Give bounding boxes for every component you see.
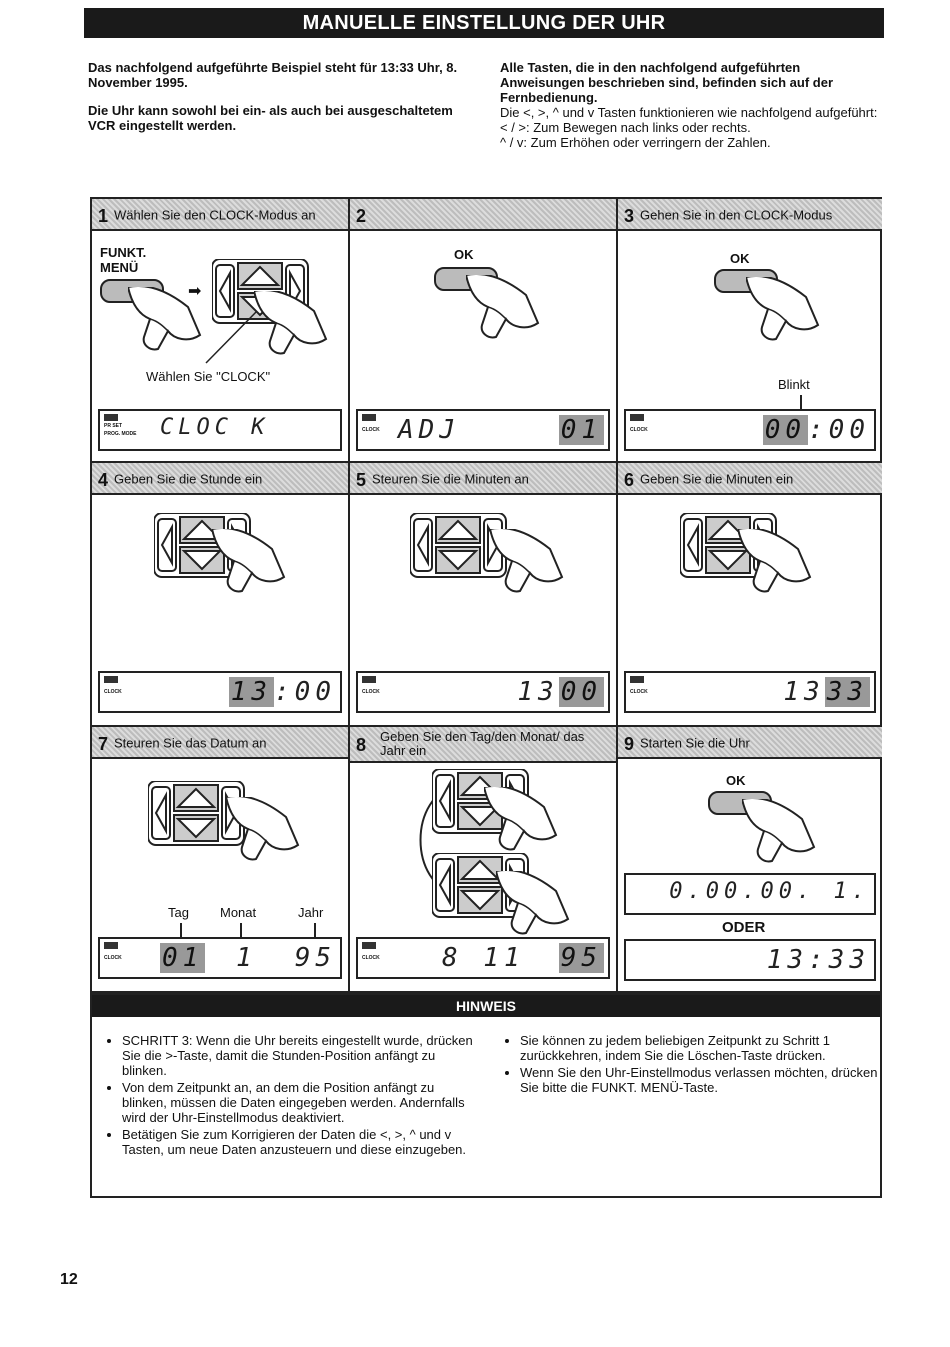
intro-left — [88, 60, 468, 146]
intro-left-p1: Das nachfolgend aufgeführte Beispiel steht für 13:33 Uhr, 8. November 1995. — [88, 60, 458, 90]
hand-icon — [226, 797, 306, 867]
step-5 — [350, 463, 618, 727]
lcd-blink-box: 13 — [230, 677, 273, 707]
oder-label: ODER — [722, 919, 766, 936]
lcd-blink-box: 00 — [560, 677, 602, 707]
step-1-lcd — [98, 409, 342, 451]
step-8-number: 8 — [356, 735, 367, 755]
hand-icon — [490, 529, 570, 599]
step-8-title: Geben Sie den Tag/den Monat/ das Jahr ein — [380, 729, 585, 758]
step-6-number: 6 — [624, 469, 635, 490]
lcd-text: 13 — [783, 677, 825, 707]
hand-icon — [484, 787, 564, 857]
lcd-blink-box: 95 — [560, 943, 602, 973]
hinweis-item: • Von dem Zeitpunkt an, an dem die Position anfängt zu blinken, müssen die Daten eingegeben werden. Andernfalls wird der Uhr-Einstellmodus deaktiviert. — [122, 1080, 482, 1125]
menu-indicator-icon — [630, 676, 644, 683]
lcd-text: :00 — [274, 677, 336, 707]
intro-right-p3: < / >: Zum Bewegen nach links oder rechts. — [500, 120, 751, 135]
step-2 — [350, 199, 618, 463]
hand-icon — [746, 277, 826, 347]
lcd-text: :00 — [808, 415, 870, 445]
menu-label: MENÜ — [100, 260, 139, 275]
lcd-small-label: CLOCK — [630, 689, 648, 695]
lcd-text: ADJ — [398, 415, 460, 445]
step-3-title: Gehen Sie in den CLOCK-Modus — [640, 207, 833, 223]
jahr-label: Jahr — [298, 905, 324, 920]
lcd-blink-box: 00 — [764, 415, 807, 445]
step-5-number: 5 — [356, 469, 367, 490]
step-3 — [618, 199, 882, 463]
step-9-title: Starten Sie die Uhr — [640, 735, 750, 751]
step-5-header — [350, 463, 616, 495]
lcd-value — [559, 943, 604, 973]
lcd-text: 0.00.00. 1. — [669, 879, 870, 904]
step-7-lcd — [98, 937, 342, 979]
steps-grid — [90, 197, 882, 993]
step-7 — [92, 727, 350, 991]
hand-icon — [212, 529, 292, 599]
step-6 — [618, 463, 882, 727]
menu-indicator-icon — [630, 414, 644, 421]
hinweis-item: • Sie können zu jedem beliebigen Zeitpunkt zu Schritt 1 zurückkehren, indem Sie die Löschen-Taste drücken. — [520, 1033, 880, 1063]
hand-icon — [496, 871, 576, 941]
step-9-number: 9 — [624, 733, 635, 754]
lcd-text-2: 13:33 — [766, 945, 870, 975]
step-1-title: Wählen Sie den CLOCK-Modus an — [114, 207, 316, 223]
step-5-title: Steuren Sie die Minuten an — [372, 471, 529, 487]
funkt-label: FUNKT. — [100, 245, 147, 260]
lcd-text: 1 — [236, 943, 257, 973]
intro-right-p1: Alle Tasten, die in den nachfolgend aufgeführten Anweisungen beschrieben sind, befinden sich auf der Fernbedienung. — [500, 60, 834, 105]
intro-right-p4: ^ / v: Zum Erhöhen oder verringern der Zahlen. — [500, 135, 771, 150]
hand-icon — [466, 275, 546, 345]
arrow-right-icon: ➡ — [188, 283, 202, 300]
lcd-value — [559, 415, 604, 445]
step-4 — [92, 463, 350, 727]
menu-indicator-icon — [362, 942, 376, 949]
lcd-small-label: PR SET — [104, 423, 123, 429]
pointer-line — [202, 309, 262, 365]
page-title: MANUELLE EINSTELLUNG DER UHR — [84, 8, 884, 38]
lcd-small-label: CLOCK — [104, 955, 122, 961]
lcd-text-2: 95 — [294, 943, 336, 973]
lcd-small-label: CLOCK — [362, 427, 380, 433]
step-4-title: Geben Sie die Stunde ein — [114, 471, 263, 487]
step-2-header — [350, 199, 616, 231]
step-1-caption: Wählen Sie "CLOCK" — [146, 369, 271, 384]
step-9-header — [618, 727, 882, 759]
step-4-lcd — [98, 671, 342, 713]
hinweis-item: • Wenn Sie den Uhr-Einstellmodus verlassen möchten, drücken Sie bitte die FUNKT. MENÜ-Taste. — [520, 1065, 880, 1095]
lcd-blink-box: 01 — [162, 943, 204, 973]
lcd-value — [160, 943, 205, 973]
ok-label: OK — [454, 247, 474, 262]
hand-icon — [738, 529, 818, 599]
step-4-header — [92, 463, 348, 495]
step-2-lcd — [356, 409, 610, 451]
menu-indicator-icon — [104, 676, 118, 683]
lcd-value — [517, 677, 604, 707]
step-1 — [92, 199, 350, 463]
page-number: 12 — [60, 1271, 78, 1288]
hinweis-item: • Betätigen Sie zum Korrigieren der Daten die <, >, ^ und v Tasten, um neue Daten anzusteuern und diese einzugeben. — [122, 1127, 482, 1157]
hinweis-box — [90, 993, 882, 1198]
menu-indicator-icon — [104, 414, 118, 421]
step-9-lcd-2 — [624, 939, 876, 981]
monat-label: Monat — [220, 905, 257, 920]
step-6-header — [618, 463, 882, 495]
lcd-value — [783, 677, 870, 707]
lcd-text: 8 11 — [442, 943, 525, 973]
hinweis-header: HINWEIS — [92, 995, 880, 1017]
lcd-blink-box: 01 — [560, 415, 602, 445]
hinweis-list-right — [504, 1033, 880, 1097]
lcd-text: 13 — [517, 677, 559, 707]
lcd-value — [763, 415, 870, 445]
hand-icon — [742, 799, 822, 869]
menu-indicator-icon — [362, 676, 376, 683]
hinweis-list-left — [106, 1033, 482, 1159]
tag-label: Tag — [168, 905, 189, 920]
step-8-lcd — [356, 937, 610, 979]
intro-left-p2: Die Uhr kann sowohl bei ein- als auch bei ausgeschaltetem VCR eingestellt werden. — [88, 103, 453, 133]
step-3-header — [618, 199, 882, 231]
intro-right — [500, 60, 885, 150]
menu-indicator-icon — [362, 414, 376, 421]
lcd-blink-box: 33 — [826, 677, 868, 707]
lcd-small-label: CLOCK — [362, 689, 380, 695]
hinweis-item: • SCHRITT 3: Wenn die Uhr bereits eingestellt wurde, drücken Sie die >-Taste, damit die Stunden-Position anfängt zu blinken. — [122, 1033, 482, 1078]
hand-icon — [254, 291, 334, 361]
step-7-title: Steuren Sie das Datum an — [114, 735, 267, 751]
intro-right-p2: Die <, >, ^ und v Tasten funktionieren wie nachfolgend aufgeführt: — [500, 105, 878, 120]
step-6-title: Geben Sie die Minuten ein — [640, 471, 794, 487]
step-1-number: 1 — [98, 205, 109, 226]
step-3-lcd — [624, 409, 876, 451]
lcd-value — [229, 677, 336, 707]
lcd-text: CLOC K — [160, 415, 270, 440]
step-5-lcd — [356, 671, 610, 713]
step-7-header — [92, 727, 348, 759]
lcd-small-label: CLOCK — [362, 955, 380, 961]
step-1-header — [92, 199, 348, 231]
step-9 — [618, 727, 882, 991]
step-8-header — [350, 727, 616, 763]
step-9-lcd-1 — [624, 873, 876, 915]
step-8 — [350, 727, 618, 991]
step-4-number: 4 — [98, 469, 109, 490]
funkt-menu-label — [100, 245, 146, 275]
lcd-small-label: CLOCK — [104, 689, 122, 695]
ok-label: OK — [730, 251, 750, 266]
blinkt-label: Blinkt — [778, 377, 810, 392]
step-3-number: 3 — [624, 205, 635, 226]
ok-label: OK — [726, 773, 746, 788]
step-7-number: 7 — [98, 733, 109, 754]
step-2-number: 2 — [356, 205, 367, 226]
step-6-lcd — [624, 671, 876, 713]
menu-indicator-icon — [104, 942, 118, 949]
lcd-small-label: CLOCK — [630, 427, 648, 433]
lcd-small-label-2: PROG. MODE — [104, 431, 137, 437]
